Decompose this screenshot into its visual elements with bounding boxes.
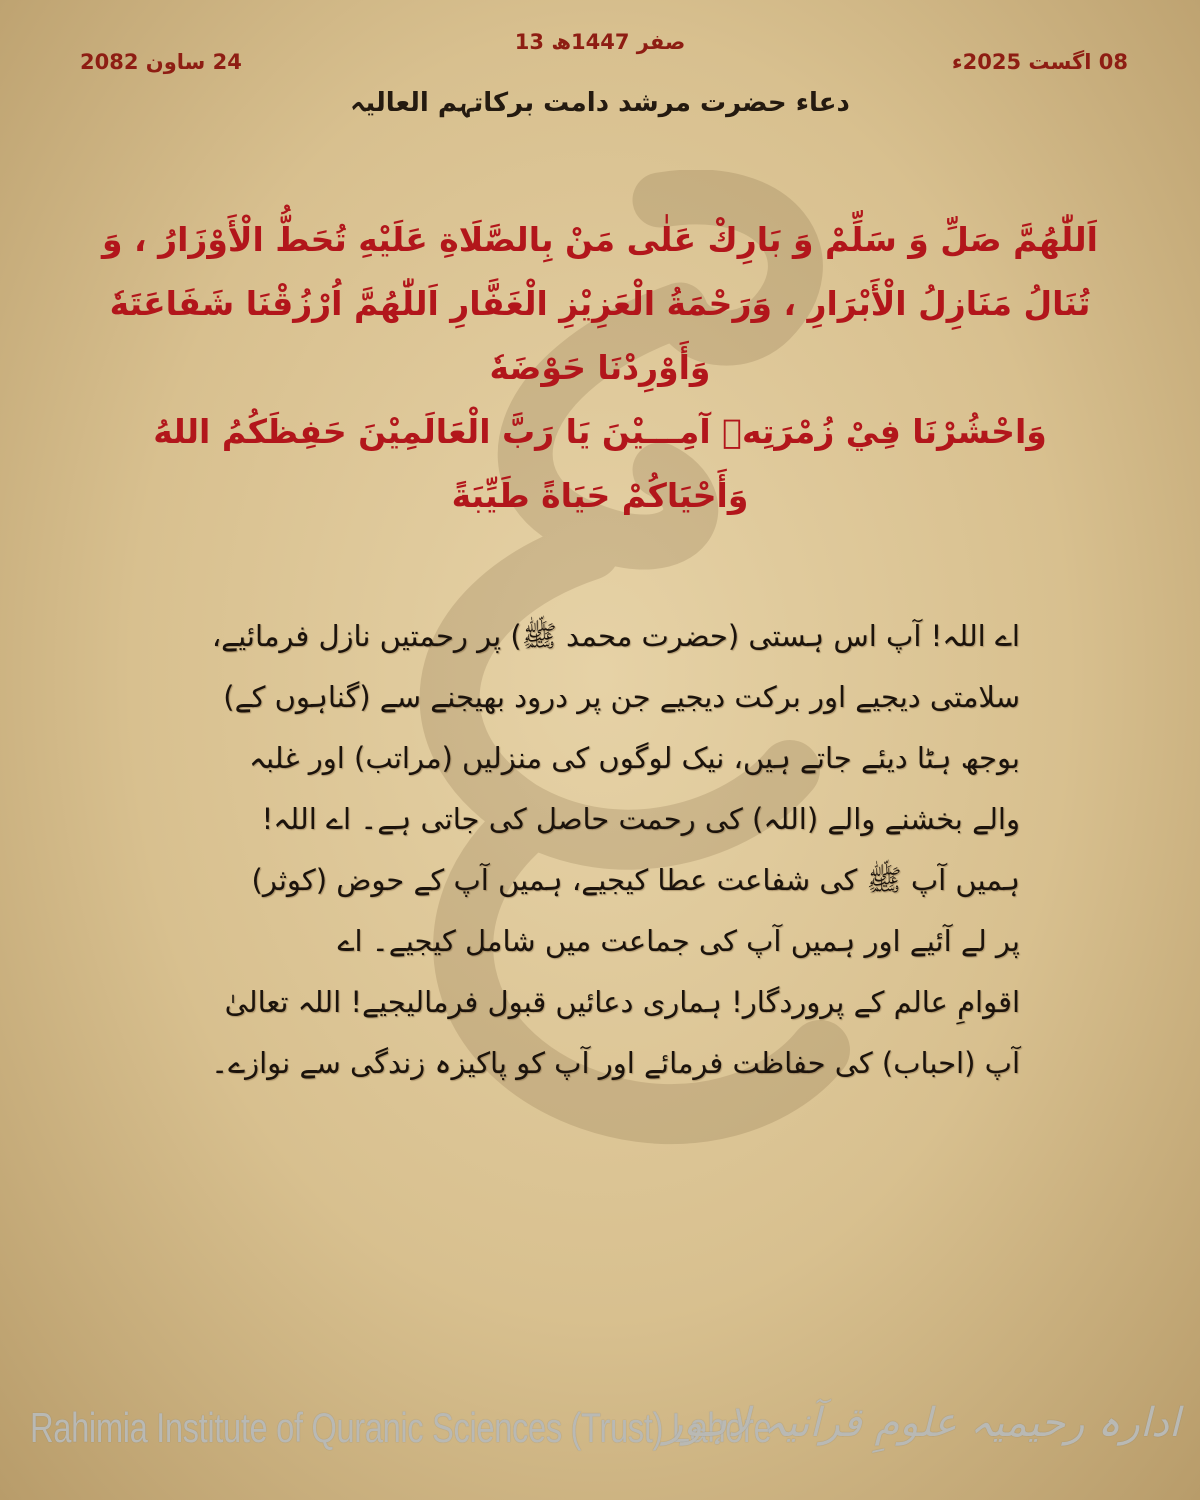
gregorian-date: 08 اگست 2025ء [951,50,1128,74]
urdu-line: والے بخشنے والے (اللہ) کی رحمت حاصل کی جاتی ہے۔ اے اللہ! [261,802,1020,836]
footer [30,1400,1180,1490]
arabic-line: اَللّٰهُمَّ صَلِّ وَ سَلِّمْ وَ بَارِكْ عَلٰى مَنْ بِالصَّلَاةِ عَلَيْهِ تُحَطُّ الْأَوْزَارُ ، وَ [102,220,1098,259]
urdu-translation [190,606,1020,1094]
urdu-line: آپ (احباب) کی حفاظت فرمائے اور آپ کو پاکیزہ زندگی سے نوازے۔ [211,1046,1020,1080]
institute-name-english: Rahimia Institute of Quranic Sciences (Trust) Lahore [30,1404,772,1451]
urdu-line: بوجھ ہٹا دیئے جاتے ہیں، نیک لوگوں کی منزلیں (مراتب) اور غلبہ [249,741,1020,775]
arabic-line: وَاحْشُرْنَا فِيْ زُمْرَتِهٖ آمِـــيْنَ يَا رَبَّ الْعَالَمِيْنَ حَفِظَكُمُ اللهُ وَأَحْيَاكُمْ حَيَاةً طَيِّبَةً [153,412,1047,515]
institute-name-urdu: ادارہ رحیمیہ علومِ قرآنیہ لاہور [663,1400,1180,1446]
urdu-line: سلامتی دیجیے اور برکت دیجیے جن پر درود بھیجنے سے (گناہوں کے) [223,680,1020,714]
hijri-date: 13 صفر 1447ھ [514,30,686,54]
page-title: دعاء حضرت مرشد دامت برکاتہم العالیہ [350,88,850,118]
urdu-line: اے اللہ! آپ اس ہستی (حضرت محمد ﷺ) پر رحمتیں نازل فرمائیے، [211,619,1020,653]
bikrami-date: 24 ساون 2082 [80,50,242,74]
arabic-line: تُنَالُ مَنَازِلُ الْأَبْرَارِ ، وَرَحْمَةُ الْعَزِيْزِ الْغَفَّارِ اَللّٰهُمَّ اُرْزُقْنَا شَفَاعَتَهٗ وَأَوْرِدْنَا حَوْضَهٗ [109,284,1091,387]
urdu-line: اقوامِ عالم کے پروردگار! ہماری دعائیں قبول فرمالیجیے! اللہ تعالیٰ [224,985,1020,1019]
urdu-line: ہمیں آپ ﷺ کی شفاعت عطا کیجیے، ہمیں آپ کے حوض (کوثر) [251,863,1020,897]
arabic-prayer [95,208,1105,528]
urdu-line: پر لے آئیے اور ہمیں آپ کی جماعت میں شامل کیجیے۔ اے [337,924,1020,958]
